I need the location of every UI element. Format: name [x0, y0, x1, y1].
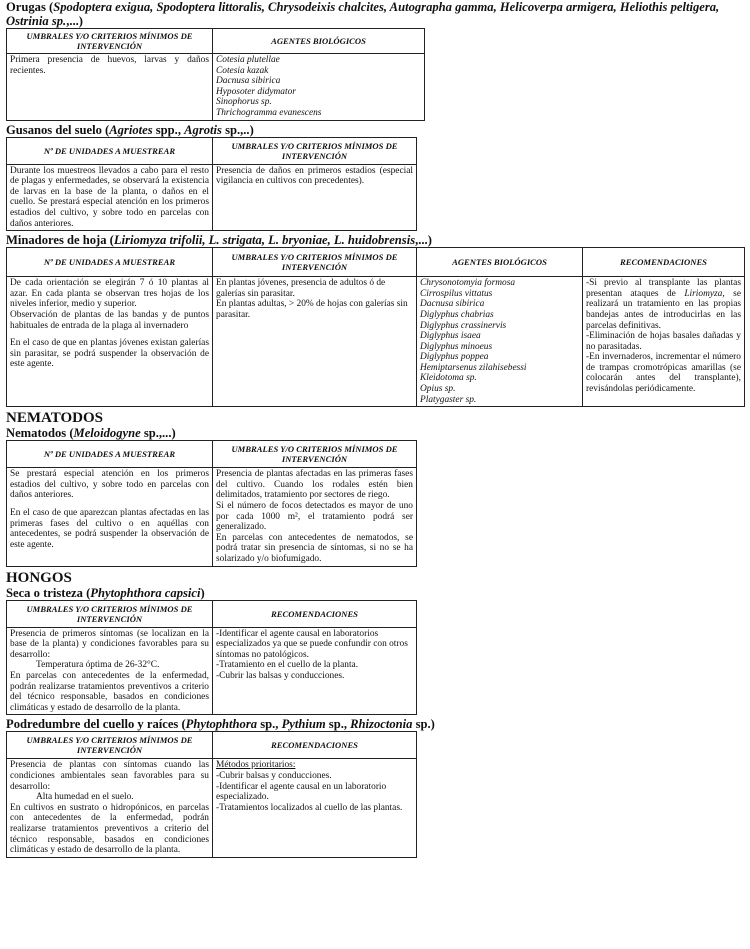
- minadores-table: [6, 247, 745, 407]
- list-item: Cotesia plutellae: [216, 55, 280, 65]
- list-item: Platygaster sp.: [420, 394, 477, 405]
- column-header: AGENTES BIOLÓGICOS: [417, 248, 583, 277]
- paragraph: En el caso de que aparezcan plantas afectadas en las primeras fases del cultivo o en aquéllas con antecedentes, se podrá suspender la observación de este agente.: [10, 508, 209, 550]
- title-species: Rhizoctonia: [350, 717, 413, 732]
- column-header: Nº DE UNIDADES A MUESTREAR: [7, 248, 213, 277]
- agentes-cell: [213, 54, 425, 121]
- recomendaciones-cell: [213, 627, 417, 715]
- minadores-title: [6, 233, 746, 247]
- title-species: Phytophthora: [185, 717, 258, 732]
- list-item: Diglyphus crassinervis: [420, 320, 507, 331]
- title-text: Orugas (: [6, 0, 54, 14]
- list-item: Dacnusa sibirica: [216, 76, 281, 87]
- column-header: UMBRALES Y/O CRITERIOS MÍNIMOS DE INTERVENCIÓN: [7, 29, 213, 54]
- paragraph: En plantas jóvenes, presencia de adultos ó de galerías sin parasitar.: [216, 278, 386, 299]
- title-text: spp.,: [152, 122, 185, 137]
- column-header: Nº DE UNIDADES A MUESTREAR: [7, 137, 213, 164]
- umbral-cell: [7, 759, 213, 857]
- table-row: [7, 277, 745, 407]
- title-species: Pythium: [281, 717, 326, 732]
- title-species: Agriotes: [109, 122, 153, 137]
- list-item: Cirrospilus vittatus: [420, 288, 493, 299]
- paragraph: En parcelas con antecedentes de la enfermedad, podrán realizarse tratamientos preventivos a criterio del técnico responsable, basados en condiciones climáticas y estado de desarrollo de la planta.: [10, 670, 209, 713]
- list-item: -Identificar el agente causal en un laboratorio especializado.: [216, 781, 387, 803]
- title-text: ,...): [415, 233, 432, 248]
- column-header: RECOMENDACIONES: [213, 732, 417, 759]
- title-text: Seca o tristeza (: [6, 585, 91, 600]
- umbral-cell: [213, 277, 417, 407]
- paragraph: Presencia de plantas afectadas en las primeras fases del cultivo. Cuando los rodales estén bien delimitados, tratamiento por sectores de riego.: [216, 469, 413, 501]
- gusanos-table: [6, 137, 417, 232]
- paragraph: De cada orientación se elegirán 7 ó 10 plantas al azar. En cada planta se observan tres hojas de los niveles inferior, medio y superior.: [10, 278, 209, 310]
- podredumbre-title: [6, 717, 746, 731]
- title-species: Phytophthora capsici: [90, 585, 201, 600]
- table-row: [7, 627, 417, 715]
- title-species: Liriomyza trifolii, L. strigata, L. bryoniae, L. huidobrensis: [113, 233, 416, 248]
- text: -Si previo al transplante las plantas presentan ataques de: [586, 278, 741, 299]
- table-row: [7, 759, 417, 857]
- list-item: Opius sp.: [420, 384, 456, 395]
- umbral-cell: [213, 468, 417, 566]
- muestreo-cell: Durante los muestreos llevados a cabo para el resto de plagas y enfermedades, se observará la existencia de larvas en la base de la planta, o daños en el cuello. Se prestará especial atención en los primeros estadios del cultivo, y sobre todo en parcelas con daños anteriores.: [7, 164, 213, 231]
- title-species: Spodoptera exigua, Spodoptera littoralis, Chrysodeixis chalcites, Autographa gamma, Helicoverpa armigera, Heliothis peltigera, Ostrinia sp.: [6, 0, 720, 28]
- list-item: Sinophorus sp.: [216, 97, 272, 108]
- list-item: Hemiptarsenus zilahisebessi: [420, 362, 527, 373]
- column-header: AGENTES BIOLÓGICOS: [213, 29, 425, 54]
- paragraph: [586, 278, 741, 331]
- section-heading: HONGOS: [6, 569, 72, 586]
- list-item: -Tratamiento en el cuello de la planta.: [216, 660, 359, 671]
- list-item: Hyposoter didymator: [216, 86, 296, 97]
- title-text: sp.): [412, 717, 435, 732]
- list-item: -Cubrir balsas y conducciones.: [216, 770, 332, 781]
- list-item: -Cubrir las balsas y conducciones.: [216, 670, 345, 681]
- podredumbre-table: [6, 731, 417, 857]
- nematodos-table: [6, 440, 417, 566]
- title-text: sp.,: [257, 717, 282, 732]
- column-header: RECOMENDACIONES: [213, 600, 417, 627]
- title-text: ): [200, 585, 205, 600]
- column-header: UMBRALES Y/O CRITERIOS MÍNIMOS DE INTERVENCIÓN: [213, 137, 417, 164]
- species: Liriomyza: [684, 288, 723, 299]
- umbral-cell: [7, 627, 213, 715]
- paragraph: Si el número de focos detectados es mayor de uno por cada 1000 m², el tratamiento podrá ser generalizado.: [216, 501, 413, 533]
- table-row: [7, 468, 417, 566]
- column-header: UMBRALES Y/O CRITERIOS MÍNIMOS DE INTERVENCIÓN: [7, 600, 213, 627]
- list-item: -Identificar el agente causal en laboratorios especializados ya que se puede confundir con otros síntomas no patológicos.: [216, 628, 408, 660]
- table-header-row: [7, 248, 745, 277]
- list-item: -Tratamientos localizados al cuello de las plantas.: [216, 802, 403, 813]
- title-text: Minadores de hoja (: [6, 233, 114, 248]
- list-item: Kleidotoma sp.: [420, 373, 477, 384]
- subheading: Métodos prioritarios:: [216, 760, 296, 771]
- muestreo-cell: [7, 468, 213, 566]
- column-header: RECOMENDACIONES: [583, 248, 745, 277]
- paragraph: Presencia de plantas con síntomas cuando las condiciones ambientales sean favorables para su desarrollo:: [10, 760, 209, 792]
- paragraph: Se prestará especial atención en los primeros estadios del cultivo, y sobre todo en parcelas con daños anteriores.: [10, 469, 209, 501]
- list-item: Diglyphus minoeus: [420, 341, 493, 352]
- gusanos-title: [6, 123, 746, 137]
- table-header-row: [7, 600, 417, 627]
- column-header: UMBRALES Y/O CRITERIOS MÍNIMOS DE INTERVENCIÓN: [7, 732, 213, 759]
- list-item: Dacnusa sibirica: [420, 299, 485, 310]
- title-species: Agrotis: [184, 122, 222, 137]
- recomendaciones-cell: [583, 277, 745, 407]
- table-row: [7, 164, 417, 231]
- title-species: Meloidogyne: [73, 426, 141, 441]
- orugas-table: [6, 28, 425, 121]
- paragraph: Alta humedad en el suelo.: [36, 792, 134, 803]
- paragraph: En parcelas con antecedentes de nematodos, se podrá tratar sin presencia de síntomas, si no se ha solarizado y/o biofumigado.: [216, 532, 413, 564]
- list-item: Chrysonotomyia formosa: [420, 278, 516, 289]
- table-row: [7, 54, 425, 121]
- column-header: UMBRALES Y/O CRITERIOS MÍNIMOS DE INTERVENCIÓN: [213, 248, 417, 277]
- agentes-cell: [417, 277, 583, 407]
- title-text: sp.,: [325, 717, 351, 732]
- paragraph: En cultivos en sustrato o hidropónicos, en parcelas con antecedentes de la enfermedad, podrán realizarse tratamientos preventivos a criterio del técnico responsable, basados en condiciones climáticas y estado de desarrollo de la planta.: [10, 802, 209, 856]
- paragraph: En el caso de que en plantas jóvenes existan galerías sin parasitar, se podrá suspender la observación de este agente.: [10, 338, 209, 370]
- paragraph: -Eliminación de hojas basales dañadas y no parasitadas.: [586, 331, 741, 352]
- umbral-cell: Primera presencia de huevos, larvas y daños recientes.: [7, 54, 213, 121]
- table-header-row: [7, 732, 417, 759]
- list-item: Diglyphus poppea: [420, 352, 489, 363]
- title-text: Podredumbre del cuello y raíces (: [6, 717, 186, 732]
- nematodos-title: [6, 426, 746, 440]
- title-text: sp.,..): [221, 122, 254, 137]
- list-item: Cotesia kazak: [216, 65, 269, 76]
- orugas-title: [6, 0, 746, 28]
- column-header: Nº DE UNIDADES A MUESTREAR: [7, 441, 213, 468]
- title-text: Nematodos (: [6, 426, 74, 441]
- table-header-row: [7, 137, 417, 164]
- umbral-cell: Presencia de daños en primeros estadios (especial vigilancia en cultivos con precedentes).: [213, 164, 417, 231]
- list-item: Diglyphus chabrias: [420, 309, 494, 320]
- section-heading: NEMATODOS: [6, 410, 103, 427]
- table-header-row: [7, 441, 417, 468]
- seca-title: [6, 586, 746, 600]
- paragraph: En plantas adultas, > 20% de hojas con galerías sin parasitar.: [216, 299, 408, 320]
- paragraph: Observación de plantas de las bandas y de puntos habituales de entrada de la plaga al invernadero: [10, 309, 209, 331]
- list-item: Diglyphus isaea: [420, 331, 481, 342]
- table-header-row: [7, 29, 425, 54]
- recomendaciones-cell: [213, 759, 417, 857]
- seca-table: [6, 600, 417, 716]
- title-text: Gusanos del suelo (: [6, 122, 110, 137]
- column-header: UMBRALES Y/O CRITERIOS MÍNIMOS DE INTERVENCIÓN: [213, 441, 417, 468]
- paragraph: -En invernaderos, incrementar el número de trampas cromotrópicas amarillas (se colocarán antes del transplante), revisándolas periódicamente.: [586, 352, 741, 395]
- title-text: ,...): [66, 14, 83, 28]
- muestreo-cell: [7, 277, 213, 407]
- list-item: Thrichogramma evanescens: [216, 107, 322, 118]
- document-page: [6, 0, 746, 858]
- text: , se realizará un tratamiento en las propias bandejas antes de introducirlas en las parcelas definitivas.: [586, 288, 741, 331]
- paragraph: Presencia de primeros síntomas (se localizan en la base de la planta) y condiciones favorables para su desarrollo:: [10, 628, 209, 660]
- paragraph: Temperatura óptima de 26-32°C.: [36, 660, 160, 671]
- title-text: sp.,...): [140, 426, 176, 441]
